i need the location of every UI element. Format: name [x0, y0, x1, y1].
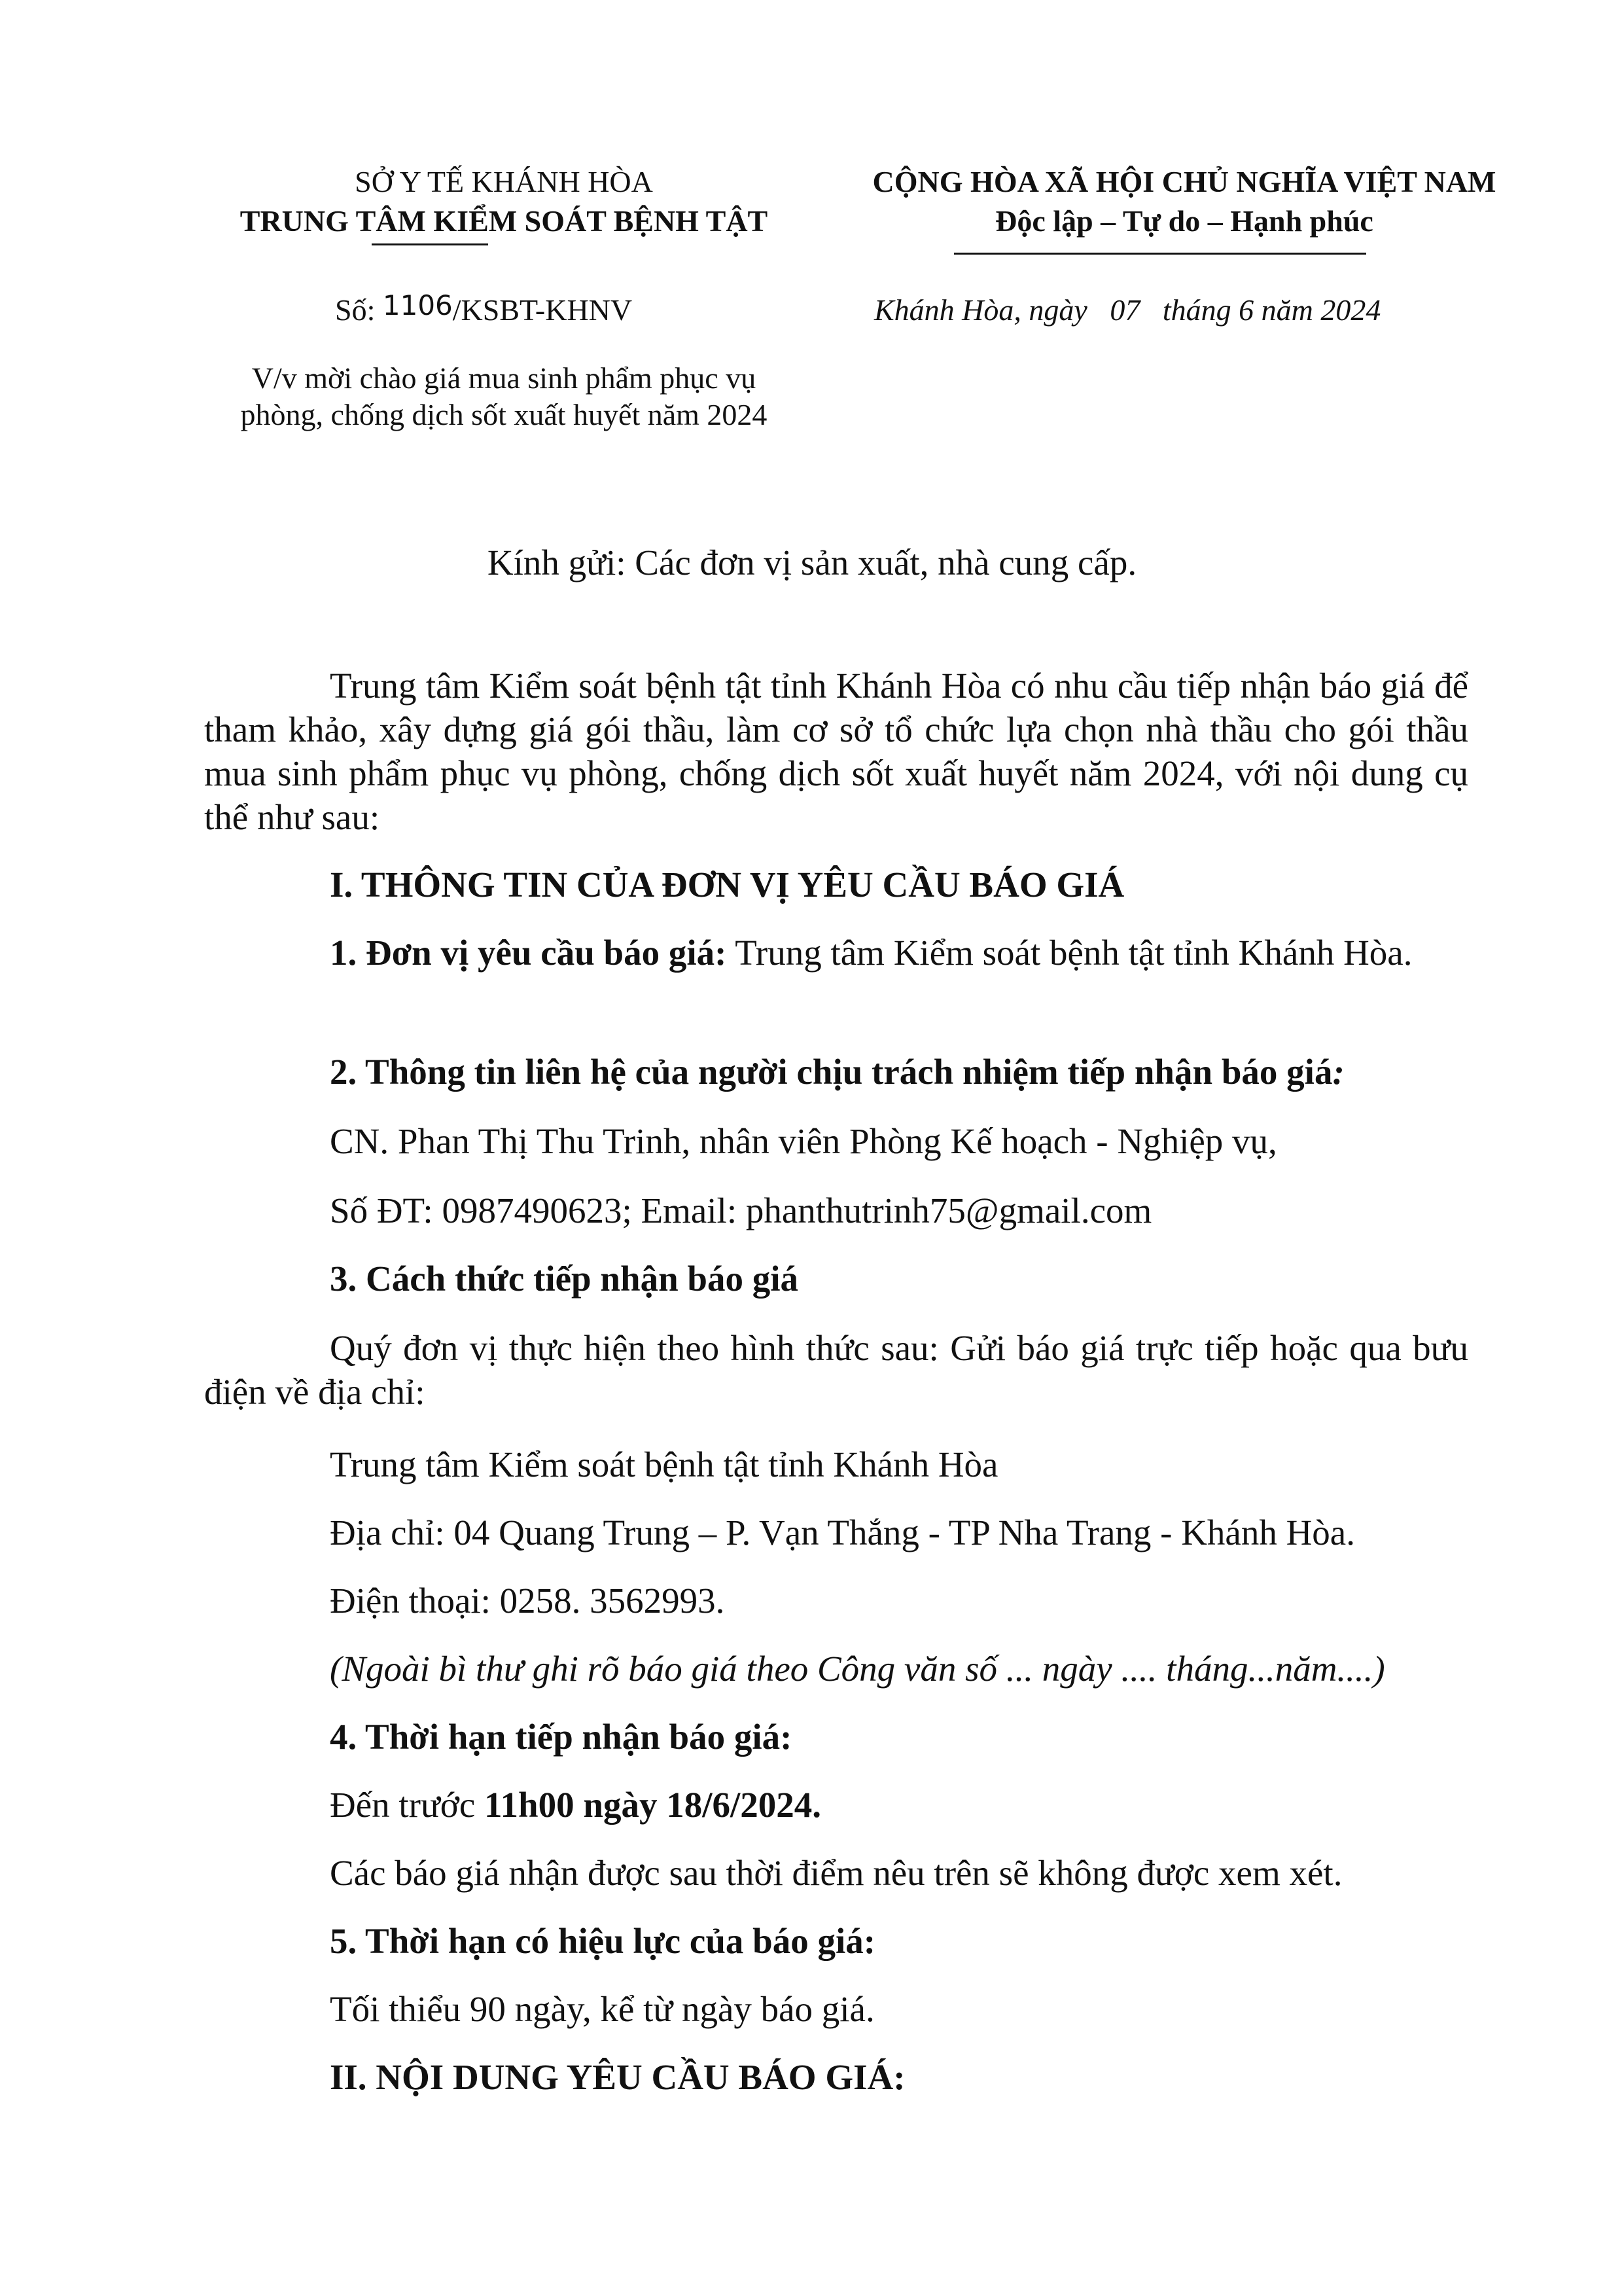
document-number-suffix: /KSBT-KHNV: [452, 293, 633, 327]
header-left-underline: [372, 243, 488, 245]
issue-date: [874, 291, 1381, 330]
item-3-text: Quý đơn vị thực hiện theo hình thức sau: Gửi báo giá trực tiếp hoặc qua bưu điện về địa chỉ:: [204, 1328, 1468, 1412]
issuing-center-name: TRUNG TÂM KIỂM SOÁT BỆNH TẬT: [239, 204, 768, 238]
motto-underline: [954, 253, 1366, 255]
contact-line-1: CN. Phan Thị Thu Trinh, nhân viên Phòng Kế hoạch - Nghiệp vụ,: [330, 1121, 1277, 1161]
item-4-note: Các báo giá nhận được sau thời điểm nêu trên sẽ không được xem xét.: [330, 1853, 1343, 1893]
item-1-label: 1. Đơn vị yêu cầu báo giá:: [330, 933, 727, 973]
national-motto: Độc lập – Tự do – Hạnh phúc: [995, 204, 1373, 238]
section-2-title: II. NỘI DUNG YÊU CẦU BÁO GIÁ:: [330, 2057, 906, 2097]
phone: Điện thoại: 0258. 3562993.: [330, 1581, 725, 1621]
item-3-label: 3. Cách thức tiếp nhận báo giá: [330, 1259, 799, 1299]
document-number-handwritten: 1106: [382, 289, 453, 321]
item-1: [204, 931, 1468, 975]
item-3-paragraph: [204, 1326, 1468, 1414]
department-name: SỞ Y TẾ KHÁNH HÒA: [355, 165, 653, 198]
item-1-value: Trung tâm Kiểm soát bệnh tật tỉnh Khánh Hòa.: [735, 933, 1413, 973]
item-4-deadline: 11h00 ngày 18/6/2024.: [484, 1785, 822, 1825]
intro-text: Trung tâm Kiểm soát bệnh tật tỉnh Khánh Hòa có nhu cầu tiếp nhận báo giá để tham khảo, xây dựng giá gói thầu, làm cơ sở tổ chức lựa chọn nhà thầu cho gói thầu mua sinh phẩm phục vụ phòng, chống dịch sốt xuất huyết năm 2024, với nội dung cụ thể như sau:: [204, 666, 1468, 837]
item-4-deadline-line: [330, 1783, 821, 1827]
issue-date-prefix: Khánh Hòa, ngày: [874, 293, 1087, 327]
item-5-label: 5. Thời hạn có hiệu lực của báo giá:: [330, 1921, 876, 1961]
item-2-colon: :: [1332, 1052, 1345, 1092]
contact-line-2: Số ĐT: 0987490623; Email: phanthutrinh75@gmail.com: [330, 1191, 1152, 1230]
envelope-note: (Ngoài bì thư ghi rõ báo giá theo Công văn số ... ngày .... tháng...năm....): [330, 1649, 1385, 1689]
subject-line-2: phòng, chống dịch sốt xuất huyết năm 2024: [240, 398, 768, 431]
issue-date-day: 07: [1110, 293, 1140, 327]
national-title: CỘNG HÒA XÃ HỘI CHỦ NGHĨA VIỆT NAM: [872, 165, 1496, 198]
item-4-label: 4. Thời hạn tiếp nhận báo giá:: [330, 1717, 792, 1757]
item-5-value: Tối thiểu 90 ngày, kể từ ngày báo giá.: [330, 1989, 875, 2029]
address-name: Trung tâm Kiểm soát bệnh tật tỉnh Khánh Hòa: [330, 1444, 998, 1484]
subject-line-1: V/v mời chào giá mua sinh phẩm phục vụ: [251, 361, 756, 395]
item-4-prefix: Đến trước: [330, 1785, 476, 1825]
issue-date-suffix: tháng 6 năm 2024: [1162, 293, 1381, 327]
item-2-label: 2. Thông tin liên hệ của người chịu trách nhiệm tiếp nhận báo giá: [330, 1052, 1333, 1092]
section-1-title: I. THÔNG TIN CỦA ĐƠN VỊ YÊU CẦU BÁO GIÁ: [330, 865, 1125, 905]
document-number: [335, 291, 632, 331]
item-2-heading: [330, 1050, 1345, 1094]
document-number-prefix: Số:: [335, 293, 376, 327]
intro-paragraph: [204, 664, 1468, 839]
address: Địa chỉ: 04 Quang Trung – P. Vạn Thắng - TP Nha Trang - Khánh Hòa.: [330, 1513, 1355, 1552]
salutation: Kính gửi: Các đơn vị sản xuất, nhà cung cấp.: [487, 543, 1137, 583]
